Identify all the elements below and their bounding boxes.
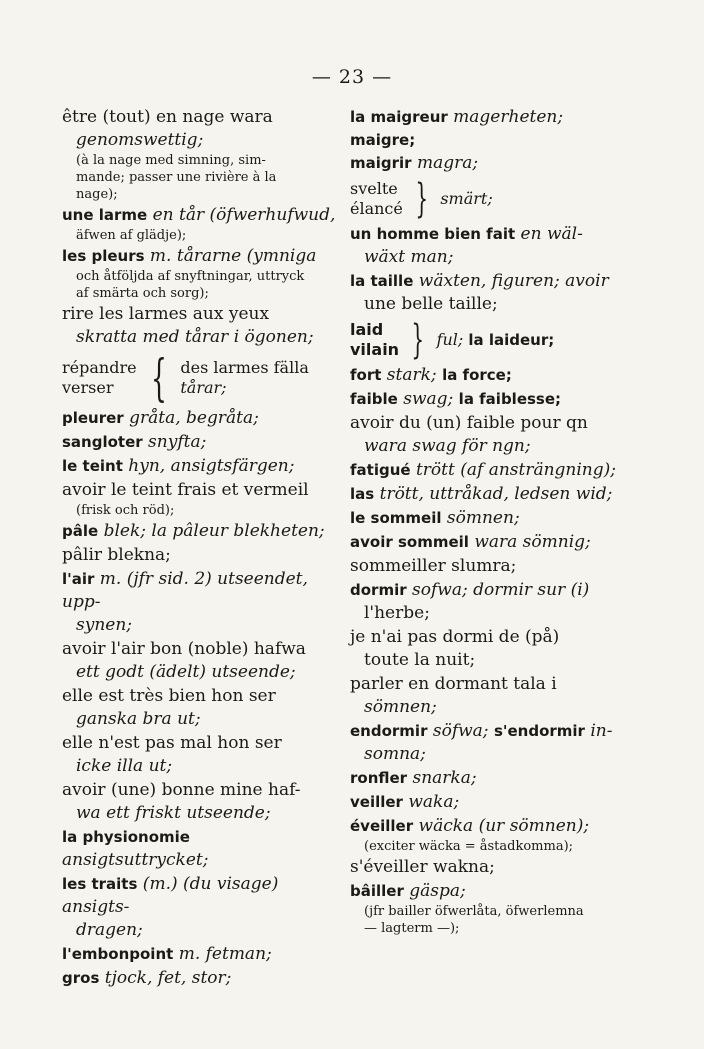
entry-sommeil xyxy=(350,507,626,530)
headword: verser xyxy=(62,378,114,397)
entry-rire-les-larmes xyxy=(62,303,338,349)
headword: élancé xyxy=(350,199,403,218)
translation: (m.) (du visage) ansigts- xyxy=(62,874,279,917)
headword: la taille xyxy=(350,272,414,290)
entry-dormir xyxy=(350,579,626,625)
translation: ful; xyxy=(436,330,469,349)
headword: éveiller xyxy=(350,817,414,835)
entry-svelte-elance xyxy=(350,176,626,222)
headword: pleurer xyxy=(62,409,124,427)
entry-homme-bien-fait xyxy=(350,223,626,269)
entry-line: icke illa ut; xyxy=(76,756,173,776)
entry-line: elle n'est pas mal hon ser xyxy=(62,733,282,753)
entry-teint xyxy=(62,455,338,478)
entry-line: genomswettig; xyxy=(76,130,204,150)
entry-line: avoir du (un) faible pour qn xyxy=(350,413,588,433)
page-number: — 23 — xyxy=(311,66,393,88)
entry-note: (frisk och röd); xyxy=(76,503,175,518)
translation: söfwa; xyxy=(427,721,494,741)
headword: le teint xyxy=(62,457,123,475)
translation: magra; xyxy=(411,153,479,173)
translation: hyn, ansigtsfärgen; xyxy=(122,456,295,476)
entry-line: avoir l'air bon (noble) hafwa xyxy=(62,639,306,659)
translation: tjock, fet, stor; xyxy=(99,968,232,988)
translation: sofwa; dormir sur (i) xyxy=(406,580,590,600)
entry-note: (exciter wäcka = åstadkomma); xyxy=(364,839,574,854)
entry-note: nage); xyxy=(76,187,118,202)
entry-line: je n'ai pas dormi de (på) xyxy=(350,627,560,647)
headword: fort xyxy=(350,366,382,384)
right-column xyxy=(350,106,626,938)
translation: gråta, begråta; xyxy=(123,408,259,428)
entry-note: af smärta och sorg); xyxy=(76,286,209,301)
entry-line: ganska bra ut; xyxy=(76,709,201,729)
entry-maigreur xyxy=(350,106,626,175)
headword: s'endormir xyxy=(493,722,585,740)
entry-line: être (tout) en nage wara xyxy=(62,107,273,127)
headword: vilain xyxy=(350,340,400,359)
brace-glyph: { xyxy=(150,349,167,407)
headword: laid xyxy=(350,320,384,339)
entry-eveiller xyxy=(350,815,626,855)
entry-tres-bien xyxy=(62,685,338,731)
headword: pâle xyxy=(62,522,99,540)
entry-line: sommeiller slumra; xyxy=(350,556,517,576)
entry-traits xyxy=(62,873,338,942)
headword: avoir sommeil xyxy=(350,533,469,551)
translation: en tår (öfwerhufwud, xyxy=(147,205,336,225)
headword: les traits xyxy=(62,875,138,893)
translation: sömnen; xyxy=(441,508,520,528)
translation: in- xyxy=(584,721,613,741)
entry-line: sömnen; xyxy=(364,697,437,717)
entry-line: wäxt man; xyxy=(364,247,454,267)
entry-larme xyxy=(62,204,338,244)
entry-sommeiller xyxy=(350,555,626,578)
translation: snyfta; xyxy=(142,432,207,452)
headword: fatigué xyxy=(350,461,411,479)
headword: l'air xyxy=(62,570,95,588)
entry-line: avoir (une) bonne mine haf- xyxy=(62,780,301,800)
headword: maigre; xyxy=(350,131,416,149)
entry-line: avoir le teint frais et vermeil xyxy=(62,480,309,500)
entry-taille xyxy=(350,270,626,316)
entry-sangloter xyxy=(62,431,338,454)
headword: maigrir xyxy=(350,154,412,172)
entry-etre-en-nage xyxy=(62,106,338,203)
entry-faible xyxy=(350,388,626,411)
entry-ronfler xyxy=(350,767,626,790)
entry-line: parler en dormant tala i xyxy=(350,674,557,694)
headword: dormir xyxy=(350,581,407,599)
translation: swag; xyxy=(397,389,459,409)
entry-pas-mal xyxy=(62,732,338,778)
entry-bailler xyxy=(350,880,626,937)
entry-line: wara swag för ngn; xyxy=(364,436,531,456)
headword: faible xyxy=(350,390,398,408)
entry-veiller xyxy=(350,791,626,814)
headword: le sommeil xyxy=(350,509,442,527)
translation: m. tårarne (ymniga xyxy=(144,246,317,266)
entry-laid-vilain xyxy=(350,317,626,363)
entry-avoir-sommeil xyxy=(350,531,626,554)
entry-line: ett godt (ädelt) utseende; xyxy=(76,662,296,682)
entry-las xyxy=(350,483,626,506)
translation: en wäl- xyxy=(515,224,583,244)
translation: tårar; xyxy=(180,378,227,397)
entry-gros xyxy=(62,967,338,990)
translation: m. (jfr sid. 2) utseendet, upp- xyxy=(62,569,308,612)
entry-line: elle est très bien hon ser xyxy=(62,686,276,706)
entry-line: l'herbe; xyxy=(364,603,430,623)
left-column xyxy=(62,106,338,991)
translation: stark; xyxy=(381,365,443,385)
entry-fatigue xyxy=(350,459,626,482)
translation: m. fetman; xyxy=(173,944,272,964)
entry-bonne-mine xyxy=(62,779,338,825)
entry-note: (jfr bailler öfwerlåta, öfwerlemna xyxy=(364,904,584,919)
entry-air xyxy=(62,568,338,637)
translation: snarka; xyxy=(407,768,477,788)
headword: sangloter xyxy=(62,433,143,451)
entry-note: äfwen af glädje); xyxy=(76,228,187,243)
entry-pleurs xyxy=(62,245,338,302)
entry-palir xyxy=(62,544,338,567)
headword: une larme xyxy=(62,206,148,224)
entry-fort xyxy=(350,364,626,387)
headword: répandre xyxy=(62,358,137,377)
headword: les pleurs xyxy=(62,247,145,265)
entry-endormir xyxy=(350,720,626,766)
entry-line: wa ett friskt utseende; xyxy=(76,803,271,823)
headword: svelte xyxy=(350,179,398,198)
headword: un homme bien fait xyxy=(350,225,516,243)
entry-line: rire les larmes aux yeux xyxy=(62,304,270,324)
entry-pale xyxy=(62,520,338,543)
entry-line: somna; xyxy=(364,744,426,764)
entry-pas-dormi xyxy=(350,626,626,672)
entry-line: s'éveiller wakna; xyxy=(350,857,495,877)
brace-glyph: } xyxy=(415,176,428,222)
entry-pleurer xyxy=(62,407,338,430)
headword: l'embonpoint xyxy=(62,945,174,963)
entry-note: — lagterm —); xyxy=(364,921,460,936)
entry-line: synen; xyxy=(76,615,133,635)
entry-avoir-l-air-bon xyxy=(62,638,338,684)
entry-teint-frais xyxy=(62,479,338,519)
entry-line: dragen; xyxy=(76,920,143,940)
entry-repandre-verser xyxy=(62,349,338,407)
entry-avoir-du-faible xyxy=(350,412,626,458)
entry-note: (à la nage med simning, sim- xyxy=(76,153,266,168)
translation: magerheten; xyxy=(447,107,564,127)
translation: ansigtsuttrycket; xyxy=(62,850,209,870)
entry-note: mande; passer une rivière à la xyxy=(76,170,277,185)
translation: trött, uttråkad, ledsen wid; xyxy=(374,484,613,504)
entry-line: skratta med tårar i ögonen; xyxy=(76,327,314,347)
headword: la laideur; xyxy=(468,331,555,349)
entry-note: och åtföljda af snyftningar, uttryck xyxy=(76,269,305,284)
translation: wara sömnig; xyxy=(468,532,591,552)
translation: des larmes fälla xyxy=(180,358,309,377)
headword: gros xyxy=(62,969,100,987)
translation: smärt; xyxy=(440,189,493,208)
headword: la force; xyxy=(442,366,512,384)
translation: trött (af ansträngning); xyxy=(410,460,616,480)
translation: wäcka (ur sömnen); xyxy=(413,816,590,836)
translation: waka; xyxy=(402,792,460,812)
headword: las xyxy=(350,485,375,503)
entry-physionomie xyxy=(62,826,338,872)
entry-s-eveiller xyxy=(350,856,626,879)
entry-line: toute la nuit; xyxy=(364,650,476,670)
headword: endormir xyxy=(350,722,428,740)
entry-parler-en-dormant xyxy=(350,673,626,719)
headword: ronfler xyxy=(350,769,408,787)
headword: la faiblesse; xyxy=(458,390,562,408)
brace-glyph: } xyxy=(411,317,425,363)
entry-line: pâlir blekna; xyxy=(62,545,171,565)
headword: bâiller xyxy=(350,882,404,900)
headword: la maigreur xyxy=(350,108,448,126)
entry-embonpoint xyxy=(62,943,338,966)
entry-line: une belle taille; xyxy=(364,294,498,314)
headword: la physionomie xyxy=(62,828,190,846)
translation: gäspa; xyxy=(403,881,466,901)
translation: wäxten, figuren; avoir xyxy=(413,271,609,291)
headword: veiller xyxy=(350,793,403,811)
translation: blek; la pâleur blekheten; xyxy=(98,521,325,541)
